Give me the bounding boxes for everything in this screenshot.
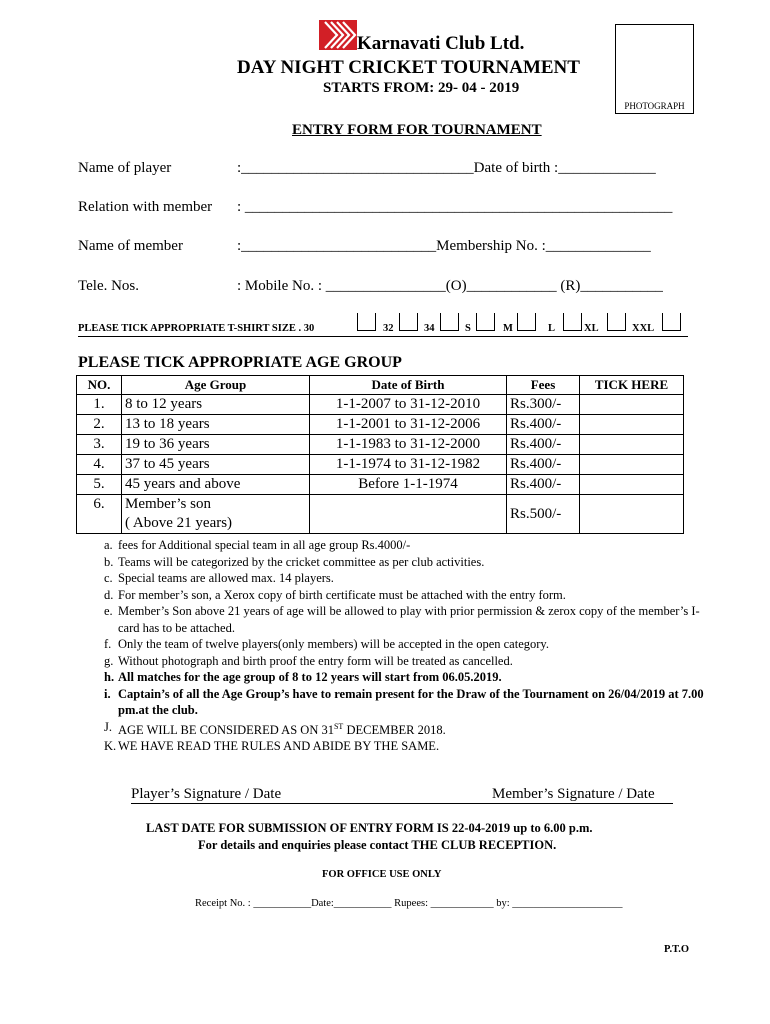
list-text: Only the team of twelve players(only members) will be accepted in the open category. bbox=[118, 637, 549, 651]
table-row bbox=[77, 415, 684, 435]
table-header-row bbox=[77, 376, 684, 395]
tshirt-checkbox-xl[interactable] bbox=[607, 313, 626, 331]
tshirt-size-label: S bbox=[465, 323, 471, 334]
list-item bbox=[104, 587, 714, 604]
tshirt-checkbox-s[interactable] bbox=[476, 313, 495, 331]
age-group-table bbox=[76, 375, 684, 534]
row-dob: 1-1-2007 to 31-12-2010 bbox=[310, 395, 507, 415]
row-fees: Rs.400/- bbox=[507, 455, 580, 475]
row-tick-cell[interactable] bbox=[580, 415, 684, 435]
list-text: Member’s Son above 21 years of age will be allowed to play with prior permission & zerox copy of the member’s I-card has to be attached. bbox=[118, 604, 700, 635]
photograph-label: PHOTOGRAPH bbox=[624, 101, 685, 111]
list-text: All matches for the age group of 8 to 12 years will start from 06.05.2019. bbox=[118, 670, 502, 684]
list-item bbox=[104, 636, 714, 653]
rules-list bbox=[104, 537, 714, 755]
tshirt-size-label: 34 bbox=[424, 323, 435, 334]
tshirt-size-label: 32 bbox=[383, 323, 394, 334]
list-marker: f. bbox=[104, 637, 112, 651]
tshirt-size-label: L bbox=[548, 323, 556, 334]
list-item bbox=[104, 686, 714, 719]
tshirt-label: PLEASE TICK APPROPRIATE T-SHIRT SIZE . 30 bbox=[78, 323, 315, 334]
list-item bbox=[104, 669, 714, 686]
player-name-label: Name of player bbox=[78, 160, 172, 176]
tele-label: Tele. Nos. bbox=[78, 278, 140, 294]
row-age-group bbox=[122, 495, 310, 534]
member-name-field[interactable]: :__________________________Membership No. :______________ bbox=[237, 238, 651, 254]
relation-field[interactable]: : _________________________________________________________ bbox=[237, 199, 673, 215]
row-tick-cell[interactable] bbox=[580, 435, 684, 455]
tele-field[interactable]: : Mobile No. : ________________(O)____________ (R)___________ bbox=[237, 278, 663, 294]
row-age-group: 45 years and above bbox=[122, 475, 310, 495]
list-marker: e. bbox=[104, 604, 113, 618]
table-row bbox=[77, 455, 684, 475]
club-name: Karnavati Club Ltd. bbox=[357, 33, 525, 54]
row-dob bbox=[310, 495, 507, 534]
list-text: Special teams are allowed max. 14 players. bbox=[118, 571, 334, 585]
tshirt-checkbox-34[interactable] bbox=[440, 313, 459, 331]
tshirt-size-label: XL bbox=[584, 323, 599, 334]
signature-line[interactable] bbox=[131, 803, 673, 804]
row-tick-cell[interactable] bbox=[580, 455, 684, 475]
col-header-age-group: Age Group bbox=[122, 376, 310, 395]
col-header-dob: Date of Birth bbox=[310, 376, 507, 395]
row-dob: 1-1-1974 to 31-12-1982 bbox=[310, 455, 507, 475]
player-name-field[interactable]: :_______________________________Date of birth :_____________ bbox=[237, 160, 656, 176]
tshirt-checkbox-32[interactable] bbox=[399, 313, 418, 331]
list-item bbox=[104, 537, 714, 554]
row-no: 4. bbox=[77, 455, 122, 475]
player-signature-label: Player’s Signature / Date bbox=[131, 786, 282, 802]
list-text: Teams will be categorized by the cricket committee as per club activities. bbox=[118, 554, 485, 569]
row-age-group-line2: ( Above 21 years) bbox=[125, 515, 233, 531]
row-no: 3. bbox=[77, 435, 122, 455]
col-header-fees: Fees bbox=[507, 376, 580, 395]
row-no: 5. bbox=[77, 475, 122, 495]
list-text bbox=[118, 719, 446, 739]
row-dob: 1-1-1983 to 31-12-2000 bbox=[310, 435, 507, 455]
photograph-box bbox=[615, 24, 694, 114]
list-text: fees for Additional special team in all age group Rs.4000/- bbox=[118, 538, 411, 552]
tournament-title: DAY NIGHT CRICKET TOURNAMENT bbox=[237, 57, 580, 78]
list-text: WE HAVE READ THE RULES AND ABIDE BY THE SAME. bbox=[118, 739, 440, 754]
row-age-group-line1: Member’s son bbox=[125, 496, 211, 512]
row-tick-cell[interactable] bbox=[580, 395, 684, 415]
form-title: ENTRY FORM FOR TOURNAMENT bbox=[292, 122, 542, 138]
row-fees: Rs.400/- bbox=[507, 415, 580, 435]
list-item bbox=[104, 738, 714, 755]
list-text-superscript: ST bbox=[333, 721, 344, 731]
row-dob: Before 1-1-1974 bbox=[310, 475, 507, 495]
tshirt-checkbox-m[interactable] bbox=[517, 313, 536, 331]
list-marker: h. bbox=[104, 670, 115, 684]
list-item bbox=[104, 554, 714, 571]
list-item bbox=[104, 570, 714, 587]
row-age-group: 19 to 36 years bbox=[122, 435, 310, 455]
age-group-heading: PLEASE TICK APPROPRIATE AGE GROUP bbox=[78, 354, 402, 371]
row-age-group: 8 to 12 years bbox=[122, 395, 310, 415]
last-date-notice: LAST DATE FOR SUBMISSION OF ENTRY FORM IS 22-04-2019 up to 6.00 p.m. bbox=[146, 821, 593, 835]
table-row bbox=[77, 395, 684, 415]
tshirt-size-label: XXL bbox=[632, 323, 655, 334]
list-text-part: AGE WILL BE CONSIDERED AS ON 31 bbox=[118, 722, 334, 737]
tshirt-underline bbox=[78, 336, 688, 337]
pto-label: P.T.O bbox=[664, 944, 690, 955]
tshirt-checkbox-l[interactable] bbox=[563, 313, 582, 331]
list-marker: K. bbox=[104, 739, 117, 754]
member-signature-label: Member’s Signature / Date bbox=[492, 786, 655, 802]
row-no: 1. bbox=[77, 395, 122, 415]
list-marker: b. bbox=[104, 554, 114, 569]
tshirt-checkbox-30[interactable] bbox=[357, 313, 376, 331]
col-header-tick: TICK HERE bbox=[580, 376, 684, 395]
row-fees: Rs.300/- bbox=[507, 395, 580, 415]
relation-label: Relation with member bbox=[78, 199, 213, 215]
row-age-group: 37 to 45 years bbox=[122, 455, 310, 475]
list-marker: g. bbox=[104, 653, 114, 668]
list-marker: d. bbox=[104, 587, 114, 602]
row-fees: Rs.500/- bbox=[507, 495, 580, 534]
row-dob: 1-1-2001 to 31-12-2006 bbox=[310, 415, 507, 435]
list-text-part: DECEMBER 2018. bbox=[343, 722, 446, 737]
details-notice: For details and enquiries please contact THE CLUB RECEPTION. bbox=[198, 838, 557, 852]
table-row bbox=[77, 475, 684, 495]
row-no: 2. bbox=[77, 415, 122, 435]
row-fees: Rs.400/- bbox=[507, 475, 580, 495]
row-tick-cell[interactable] bbox=[580, 495, 684, 534]
club-logo-icon bbox=[319, 20, 357, 50]
receipt-line[interactable]: Receipt No. : ___________Date:___________ Rupees: ____________ by: _____________________ bbox=[195, 898, 623, 909]
starts-from: STARTS FROM: 29- 04 - 2019 bbox=[323, 80, 520, 96]
tshirt-size-label: M bbox=[503, 323, 513, 334]
list-marker: c. bbox=[104, 571, 113, 585]
list-marker: J. bbox=[104, 719, 112, 734]
member-name-label: Name of member bbox=[78, 238, 183, 254]
row-tick-cell[interactable] bbox=[580, 475, 684, 495]
list-text: For member’s son, a Xerox copy of birth certificate must be attached with the entry form. bbox=[118, 587, 566, 602]
table-row bbox=[77, 435, 684, 455]
row-age-group: 13 to 18 years bbox=[122, 415, 310, 435]
tshirt-checkbox-xxl[interactable] bbox=[662, 313, 681, 331]
list-text: Without photograph and birth proof the entry form will be treated as cancelled. bbox=[118, 653, 513, 668]
list-item bbox=[104, 603, 714, 636]
table-row bbox=[77, 495, 684, 534]
office-use-heading: FOR OFFICE USE ONLY bbox=[322, 869, 442, 880]
col-header-no: NO. bbox=[77, 376, 122, 395]
list-marker: a. bbox=[104, 538, 113, 552]
row-no: 6. bbox=[77, 495, 122, 534]
list-marker: i. bbox=[104, 686, 111, 701]
list-text: Captain’s of all the Age Group’s have to remain present for the Draw of the Tournament on 26/04/2019 at 7.00 pm.at the club. bbox=[118, 686, 704, 717]
row-fees: Rs.400/- bbox=[507, 435, 580, 455]
list-item bbox=[104, 719, 714, 739]
list-item bbox=[104, 653, 714, 670]
